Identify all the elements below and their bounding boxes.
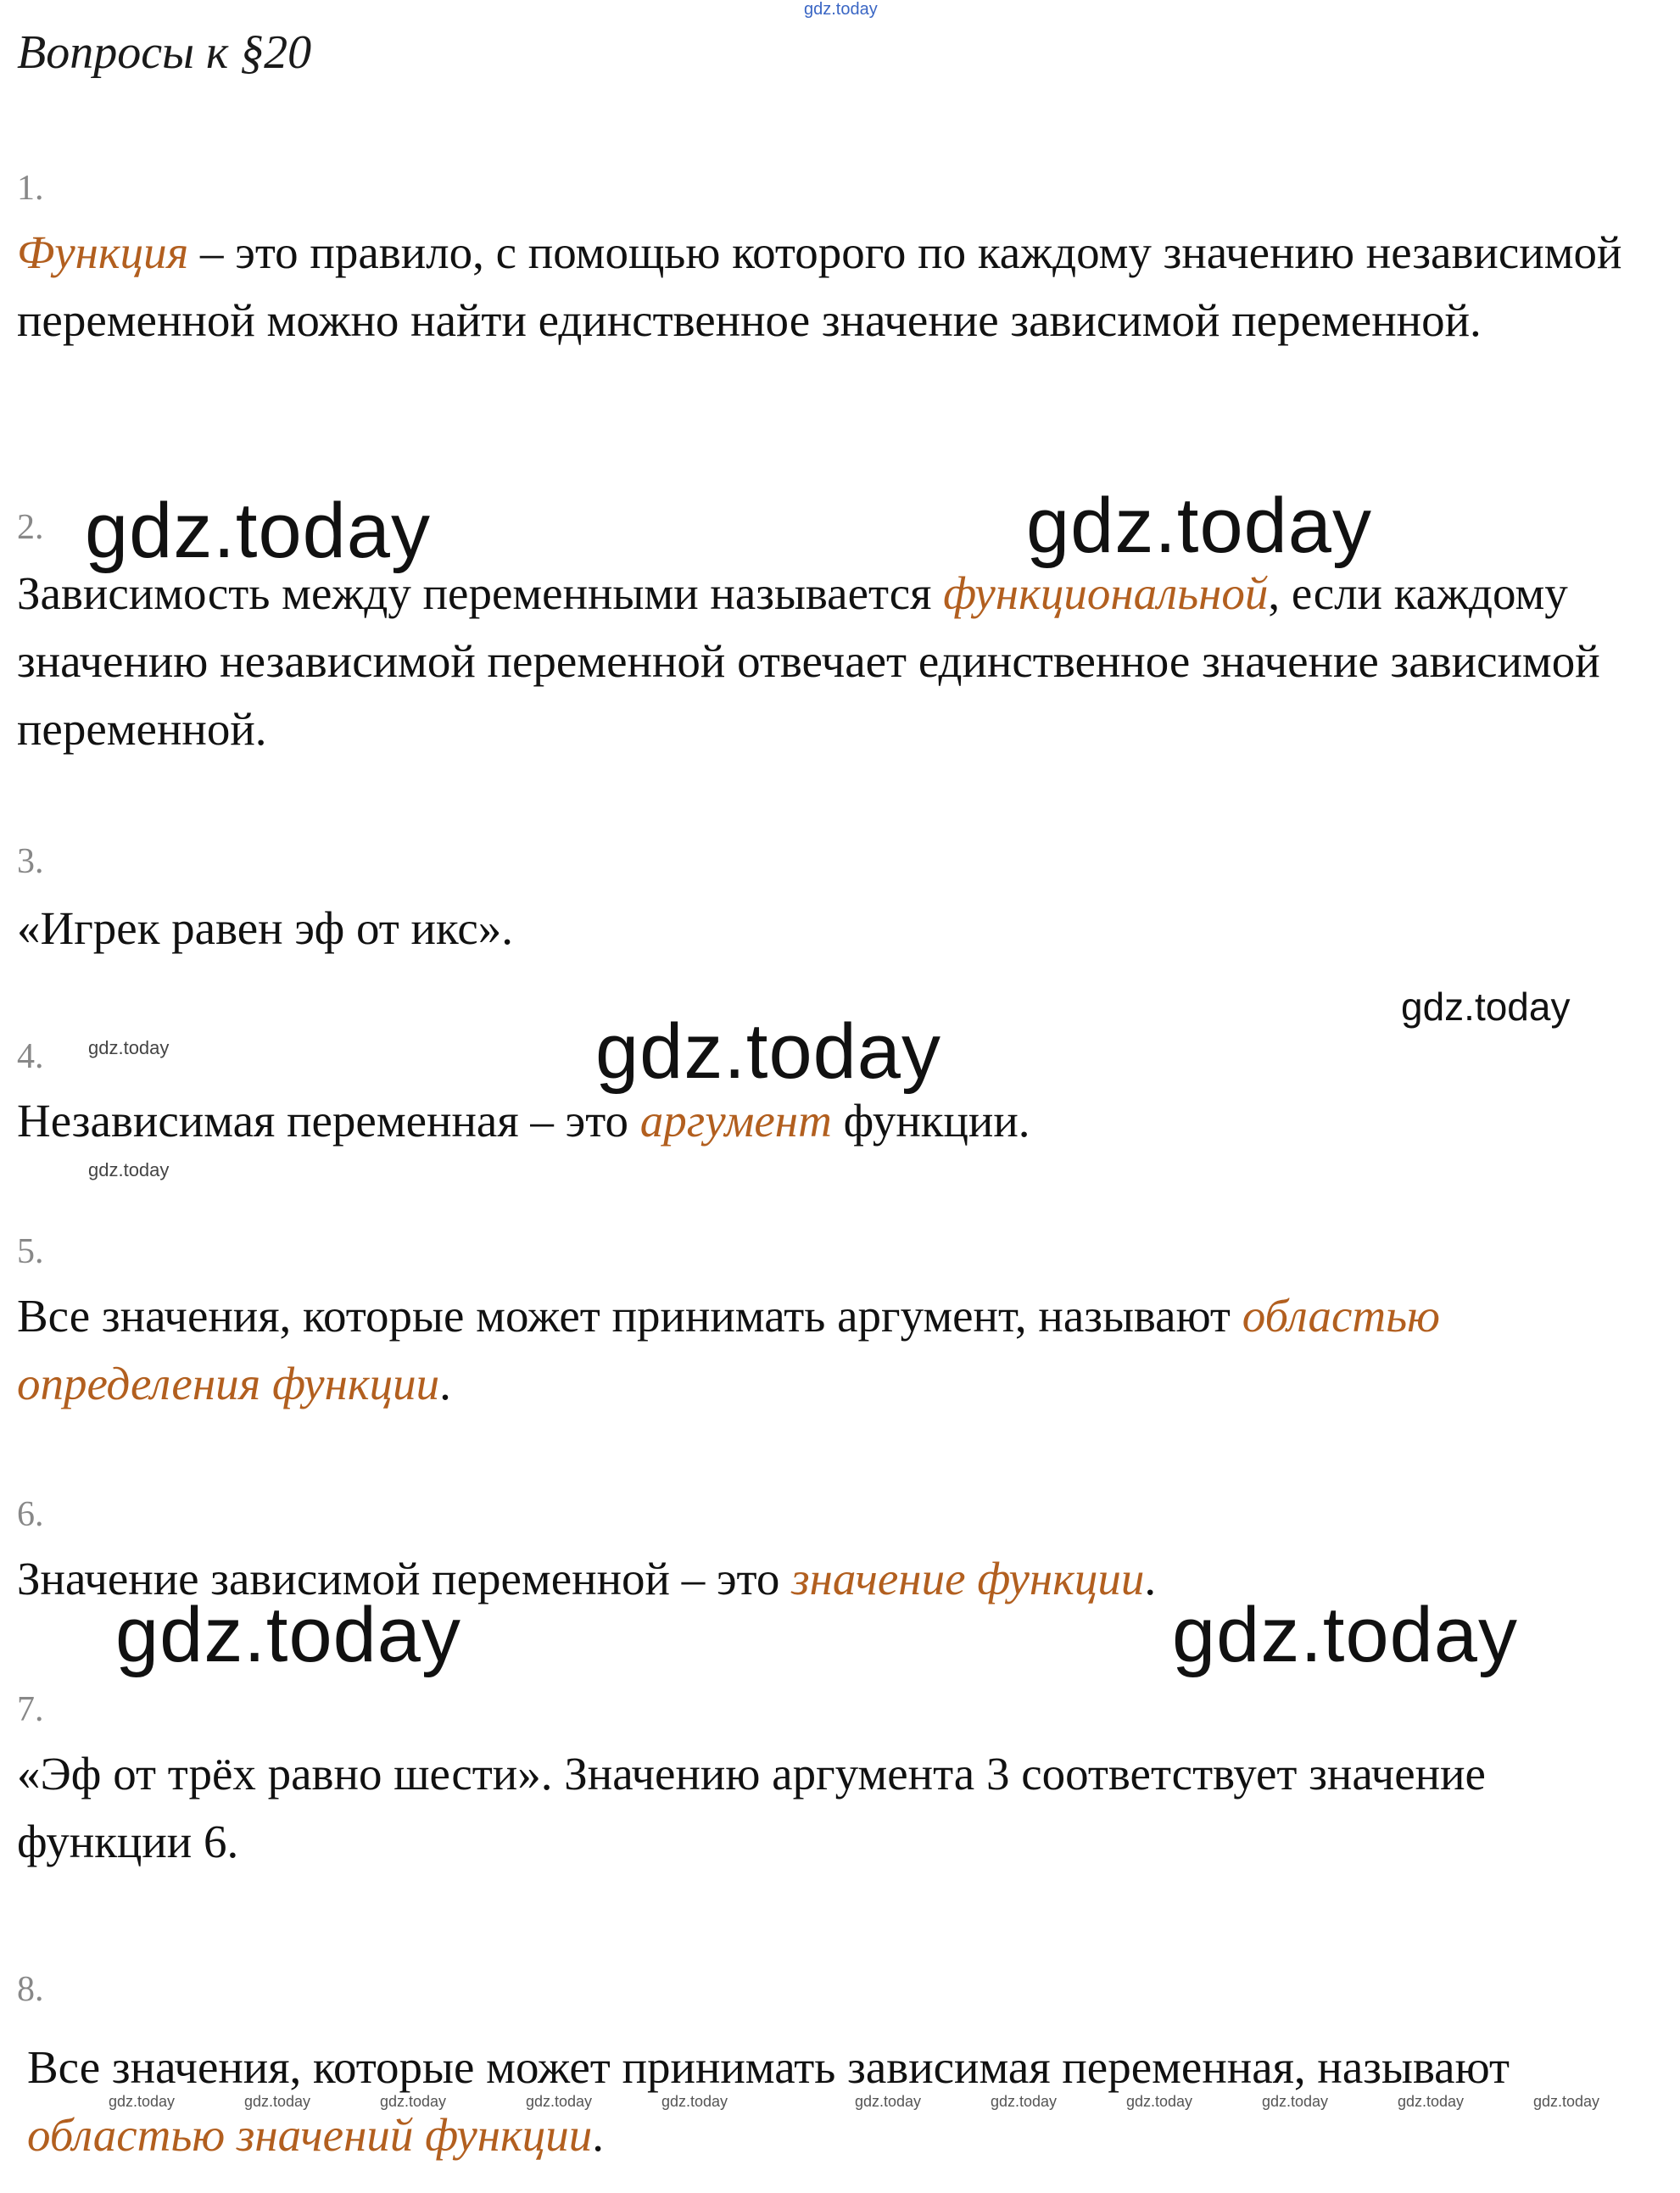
watermark-tiny: gdz.today: [855, 2093, 922, 2110]
term-range: областью значений функции: [27, 2109, 593, 2161]
answer-8-text-b: .: [592, 2109, 605, 2161]
question-number-6: 6.: [17, 1495, 44, 1534]
answer-5-text-a: Все значения, которые может принимать аргумент, называют: [17, 1290, 1242, 1342]
question-number-5: 5.: [17, 1232, 44, 1271]
watermark-large: gdz.today: [115, 1592, 461, 1678]
watermark-top: gdz.today: [804, 0, 878, 19]
watermark-small: gdz.today: [88, 1159, 170, 1180]
watermark-tiny: gdz.today: [526, 2093, 593, 2110]
answer-2-text-a: Зависимость между переменными называется: [17, 567, 944, 619]
answer-7-text: «Эф от трёх равно шести». Значению аргумента 3 соответствует значение функции 6.: [17, 1748, 1486, 1867]
question-number-3: 3.: [17, 842, 44, 881]
question-number-7: 7.: [17, 1690, 44, 1729]
answer-6-text-a: Значение зависимой переменной – это: [17, 1553, 792, 1604]
answer-2-text-b: , если каждому значению независимой переменной отвечает единственное значение зависимой переменной.: [17, 567, 1600, 755]
watermark-medium: gdz.today: [1401, 985, 1571, 1029]
watermark-tiny: gdz.today: [1126, 2093, 1193, 2110]
watermark-tiny: gdz.today: [1533, 2093, 1600, 2110]
watermark-tiny: gdz.today: [244, 2093, 311, 2110]
answer-3: [17, 895, 1662, 963]
question-number-2: 2.: [17, 508, 44, 547]
answer-5: [17, 1282, 1662, 1418]
answer-8-text-a: Все значения, которые может принимать зависимая переменная, называют: [27, 2041, 1510, 2093]
watermark-large: gdz.today: [85, 488, 431, 574]
answer-3-text: «Игрек равен эф от икс».: [17, 902, 513, 954]
term-function: Функция: [17, 226, 189, 278]
watermark-large: gdz.today: [1026, 483, 1372, 569]
answer-6: [17, 1545, 1662, 1613]
watermark-large: gdz.today: [595, 1008, 941, 1095]
answer-1: [17, 219, 1662, 354]
page-title: Вопросы к §20: [17, 26, 312, 79]
answer-7: [17, 1740, 1662, 1876]
answer-4-text-b: функции.: [831, 1095, 1030, 1147]
term-functional: функциональной: [943, 567, 1269, 619]
watermark-tiny: gdz.today: [109, 2093, 176, 2110]
answer-2: [17, 560, 1662, 763]
question-number-1: 1.: [17, 169, 44, 208]
watermark-tiny: gdz.today: [991, 2093, 1058, 2110]
watermark-tiny: gdz.today: [661, 2093, 728, 2110]
watermark-tiny: gdz.today: [380, 2093, 447, 2110]
watermark-large: gdz.today: [1172, 1592, 1518, 1678]
answer-8: [27, 2034, 1664, 2169]
watermark-tiny: gdz.today: [1398, 2093, 1465, 2110]
answer-1-text: – это правило, с помощью которого по каждому значению независимой переменной можно найти единственное значение зависимой переменной.: [17, 226, 1622, 346]
answer-5-text-b: .: [439, 1358, 451, 1409]
answer-6-text-b: .: [1144, 1553, 1157, 1604]
question-number-8: 8.: [17, 1970, 44, 2009]
question-number-4: 4.: [17, 1037, 44, 1076]
term-domain: областью определения функции: [17, 1290, 1440, 1409]
term-function-value: значение функции: [791, 1553, 1145, 1604]
term-argument: аргумент: [639, 1095, 832, 1147]
watermark-small: gdz.today: [88, 1037, 170, 1058]
watermark-tiny: gdz.today: [1262, 2093, 1329, 2110]
answer-4-text-a: Независимая переменная – это: [17, 1095, 640, 1147]
answer-4: [17, 1087, 1662, 1155]
